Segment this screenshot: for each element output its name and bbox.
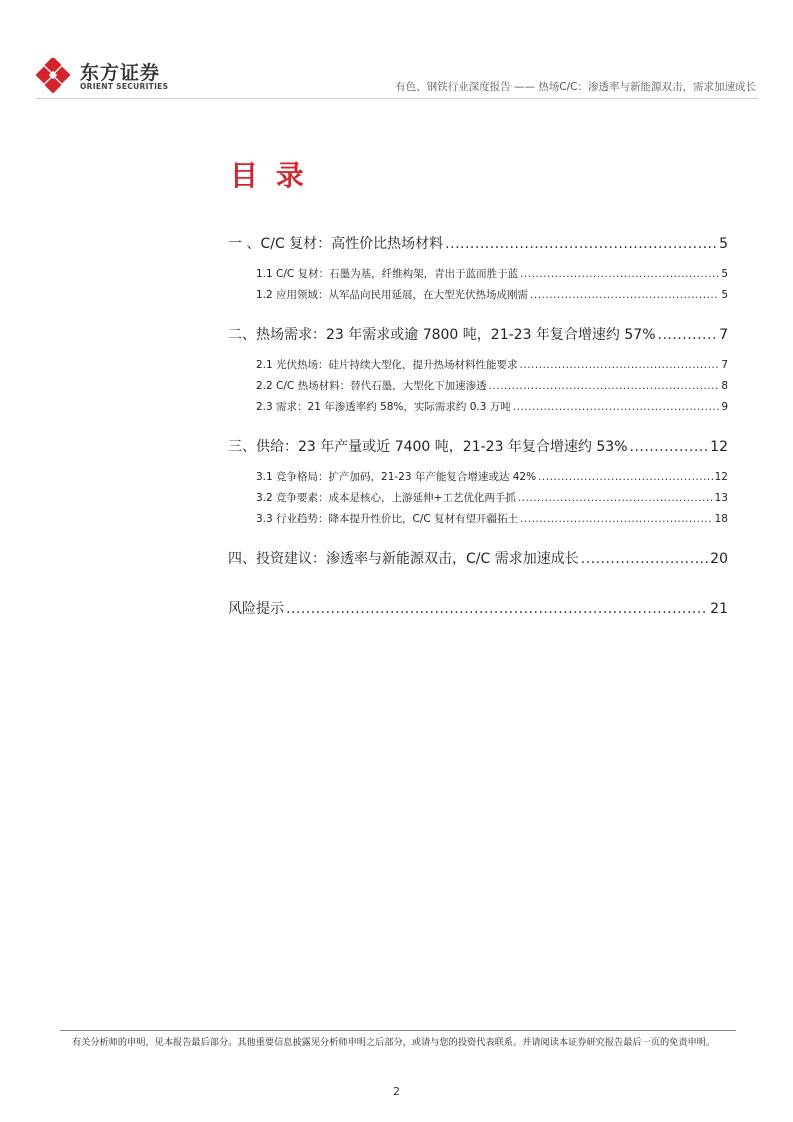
- toc-entry-page: 18: [714, 513, 728, 525]
- toc-entry-page: 7: [721, 359, 728, 371]
- toc-entry-text: 3.1 竞争格局：扩产加码，21-23 年产能复合增速或达 42%: [256, 471, 537, 483]
- toc-leader-dots: [513, 401, 720, 413]
- toc-entry-page: 12: [710, 439, 728, 455]
- toc-entry-3-1[interactable]: [256, 469, 728, 484]
- toc-leader-dots: [520, 513, 713, 525]
- toc-entry-1-1[interactable]: [256, 266, 728, 281]
- toc-leader-dots: [630, 439, 709, 455]
- toc-leader-dots: [658, 327, 718, 343]
- toc-entry-section-2[interactable]: [228, 324, 728, 344]
- company-logo: [36, 56, 196, 96]
- toc-leader-dots: [538, 471, 713, 483]
- page-number: 2: [393, 1085, 400, 1098]
- toc-leader-dots: [530, 289, 719, 301]
- company-name-en: ORIENT SECURITIES: [80, 82, 169, 91]
- company-name-cn: 东方证券: [80, 62, 161, 84]
- toc-entry-text: 2.2 C/C 热场材料：替代石墨，大型化下加速渗透: [256, 380, 487, 392]
- toc-entry-page: 20: [710, 551, 728, 567]
- toc-title: 目 录: [230, 159, 308, 192]
- toc-entry-text: 1.1 C/C 复材：石墨为基，纤维构架，青出于蓝而胜于蓝: [256, 268, 519, 280]
- toc-entry-text: 3.3 行业趋势：降本提升性价比，C/C 复材有望开疆拓土: [256, 513, 519, 525]
- orient-logo-icon: [36, 58, 72, 94]
- toc-leader-dots: [445, 236, 717, 252]
- report-title: 有色、钢铁行业深度报告 —— 热场C/C：渗透率与新能源双击，需求加速成长: [395, 81, 756, 93]
- toc-entry-text: 一 、C/C 复材：高性价比热场材料: [228, 236, 444, 252]
- toc-entry-risk[interactable]: [228, 598, 728, 618]
- toc-leader-dots: [520, 359, 720, 371]
- toc-entry-page: 5: [719, 236, 728, 252]
- toc-leader-dots: [489, 380, 720, 392]
- toc-entry-section-1[interactable]: [228, 233, 728, 253]
- toc-entry-text: 四、投资建议：渗透率与新能源双击，C/C 需求加速成长: [228, 551, 579, 567]
- toc-entry-1-2[interactable]: [256, 287, 728, 302]
- toc-entry-page: 12: [714, 471, 728, 483]
- toc-leader-dots: [286, 601, 708, 617]
- toc-entry-3-2[interactable]: [256, 490, 728, 505]
- toc-entry-3-3[interactable]: [256, 511, 728, 526]
- toc-entry-text: 三、供给：23 年产量或近 7400 吨，21-23 年复合增速约 53%: [228, 439, 628, 455]
- toc-entry-text: 3.2 竞争要素：成本是核心，上游延伸+工艺优化两手抓: [256, 492, 516, 504]
- toc-entry-text: 1.2 应用领域：从军品向民用延展，在大型光伏热场成刚需: [256, 289, 529, 301]
- toc-entry-section-3[interactable]: [228, 436, 728, 456]
- toc-leader-dots: [581, 551, 708, 567]
- toc-entry-page: 21: [710, 601, 728, 617]
- toc-leader-dots: [518, 492, 713, 504]
- toc-entry-page: 8: [721, 380, 728, 392]
- toc-entry-2-2[interactable]: [256, 378, 728, 393]
- toc-entry-text: 二、热场需求：23 年需求或逾 7800 吨，21-23 年复合增速约 57%: [228, 327, 656, 343]
- toc-entry-text: 2.3 需求：21 年渗透率约 58%，实际需求约 0.3 万吨: [256, 401, 511, 413]
- toc-entry-page: 5: [721, 268, 728, 280]
- toc-entry-page: 13: [714, 492, 728, 504]
- toc-entry-section-4[interactable]: [228, 548, 728, 568]
- disclaimer-text: 有关分析师的申明，见本报告最后部分。其他重要信息披露见分析师申明之后部分，或请与您的投资代表联系。并请阅读本证券研究报告最后一页的免责申明。: [72, 1037, 716, 1048]
- toc-entry-page: 5: [721, 289, 728, 301]
- toc-leader-dots: [520, 268, 719, 280]
- toc-entry-page: 9: [721, 401, 728, 413]
- toc-entry-page: 7: [719, 327, 728, 343]
- header-divider: [36, 98, 758, 99]
- toc-entry-2-3[interactable]: [256, 399, 728, 414]
- toc-entry-text: 2.1 光伏热场：硅片持续大型化，提升热场材料性能要求: [256, 359, 518, 371]
- toc-entry-2-1[interactable]: [256, 357, 728, 372]
- page-header: [36, 52, 758, 100]
- toc-entry-text: 风险提示: [228, 601, 284, 617]
- footer-divider: [60, 1030, 736, 1031]
